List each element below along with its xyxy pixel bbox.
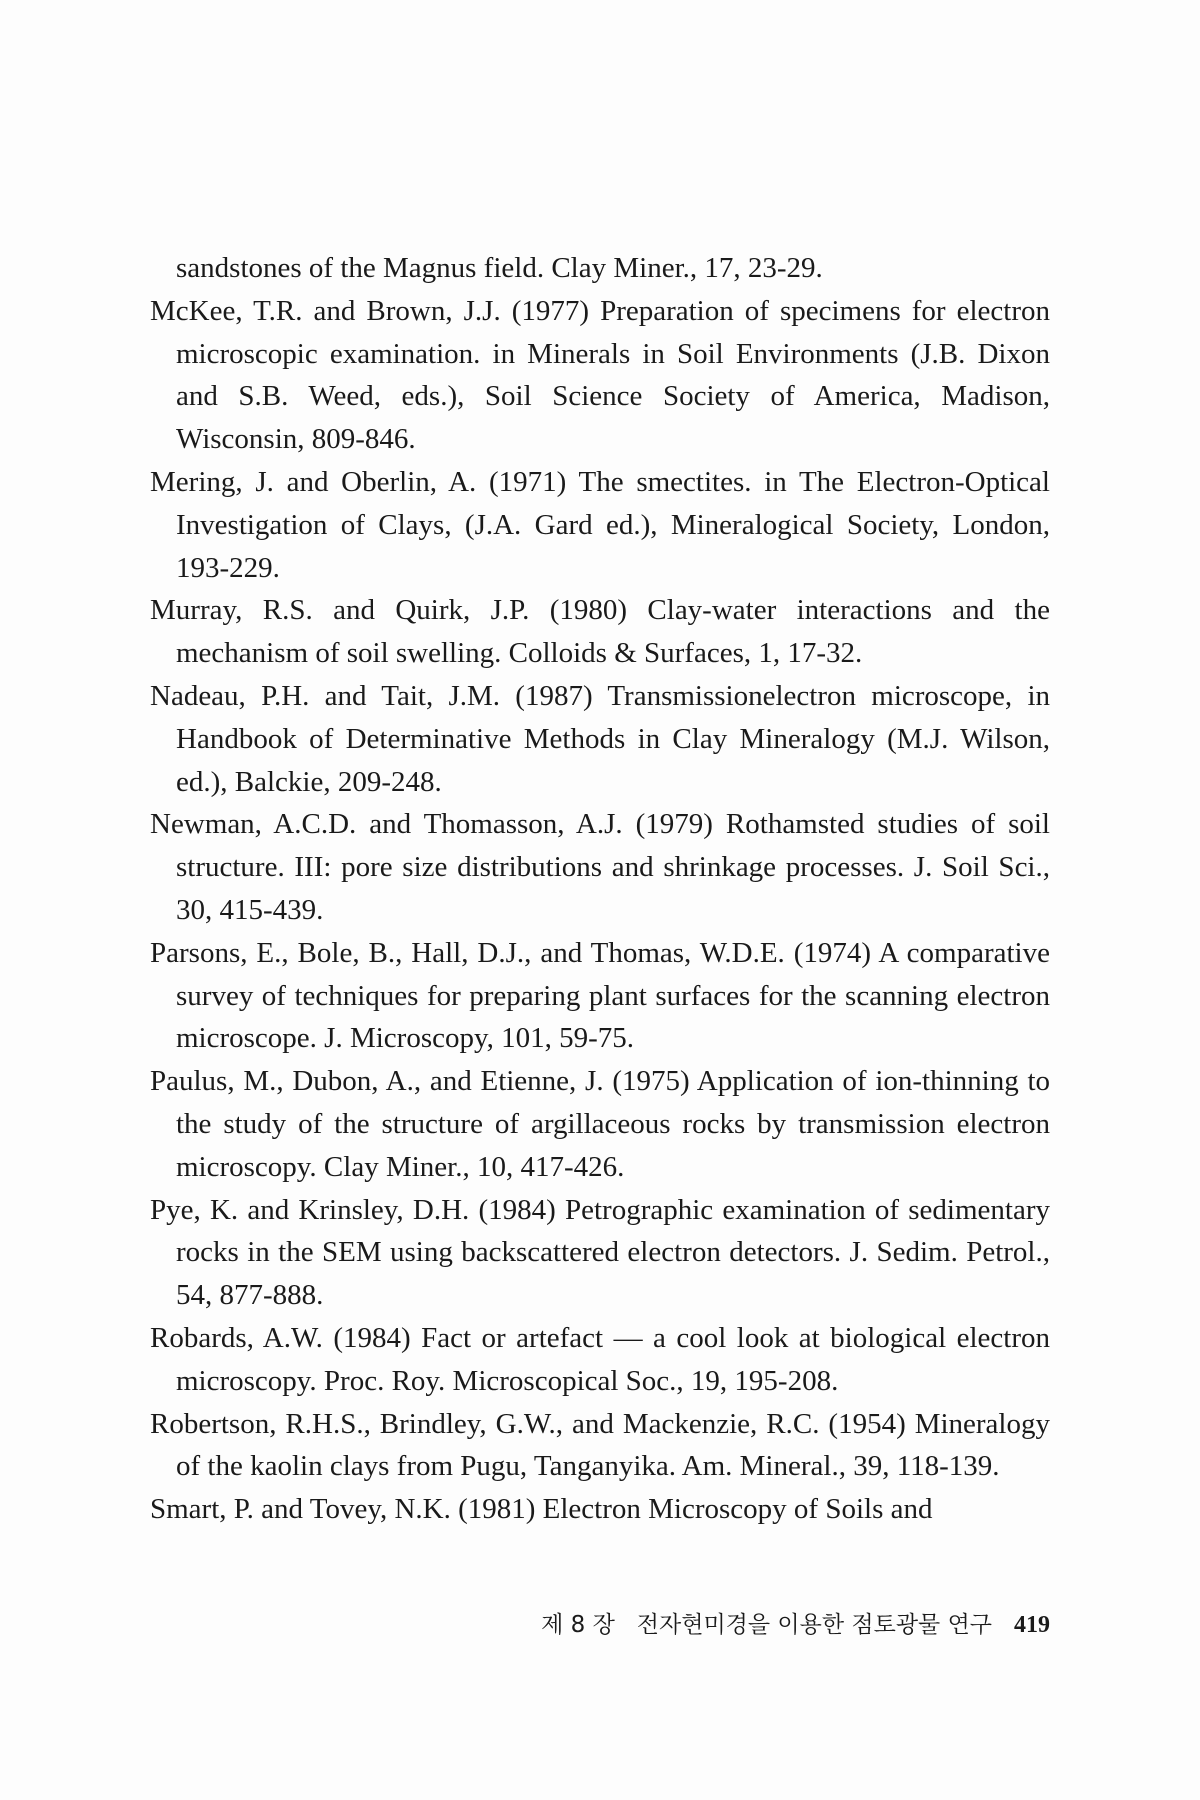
chapter-label: 제 8 장 [541,1612,615,1638]
reference-entry: Robertson, R.H.S., Brindley, G.W., and Mackenzie, R.C. (1954) Mineralogy of the kaolin clays from Pugu, Tanganyika. Am. Mineral., 39, 118-139. [150,1407,1050,1483]
page-number: 419 [1014,1612,1050,1638]
running-footer [450,1606,1050,1639]
reference-list [150,247,1050,1531]
reference-entry: Murray, R.S. and Quirk, J.P. (1980) Clay-water interactions and the mechanism of soil swelling. Colloids & Surfaces, 1, 17-32. [150,594,1050,670]
reference-entry: Mering, J. and Oberlin, A. (1971) The smectites. in The Electron-Optical Investigation of Clays, (J.A. Gard ed.), Mineralogical Society, London, 193-229. [150,465,1050,584]
reference-entry: Pye, K. and Krinsley, D.H. (1984) Petrographic examination of sedimentary rocks in the SEM using backscattered electron detectors. J. Sedim. Petrol., 54, 877-888. [150,1193,1050,1312]
reference-entry: McKee, T.R. and Brown, J.J. (1977) Preparation of specimens for electron microscopic examination. in Minerals in Soil Environments (J.B. Dixon and S.B. Weed, eds.), Soil Science Society of America, Madison, Wisconsin, 809-846. [150,294,1050,456]
reference-entry: Nadeau, P.H. and Tait, J.M. (1987) Transmissionelectron microscope, in Handbook of Determinative Methods in Clay Mineralogy (M.J. Wilson, ed.), Balckie, 209-248. [150,679,1050,798]
reference-entry: Robards, A.W. (1984) Fact or artefact — a cool look at biological electron microscopy. Proc. Roy. Microscopical Soc., 19, 195-208. [150,1321,1050,1397]
reference-entry: Newman, A.C.D. and Thomasson, A.J. (1979) Rothamsted studies of soil structure. III: pore size distributions and shrinkage processes. J. Soil Sci., 30, 415-439. [150,808,1050,926]
reference-entry: Parsons, E., Bole, B., Hall, D.J., and Thomas, W.D.E. (1974) A comparative survey of techniques for preparing plant surfaces for the scanning electron microscope. J. Microscopy, 101, 59-75. [150,936,1050,1055]
reference-entry: Smart, P. and Tovey, N.K. (1981) Electron Microscopy of Soils and [150,1493,933,1526]
reference-entry: Paulus, M., Dubon, A., and Etienne, J. (1975) Application of ion-thinning to the study of the structure of argillaceous rocks by transmission electron microscopy. Clay Miner., 10, 417-426. [150,1065,1050,1183]
chapter-title: 전자현미경을 이용한 점토광물 연구 [636,1612,993,1638]
reference-entry: sandstones of the Magnus field. Clay Miner., 17, 23-29. [176,252,823,284]
